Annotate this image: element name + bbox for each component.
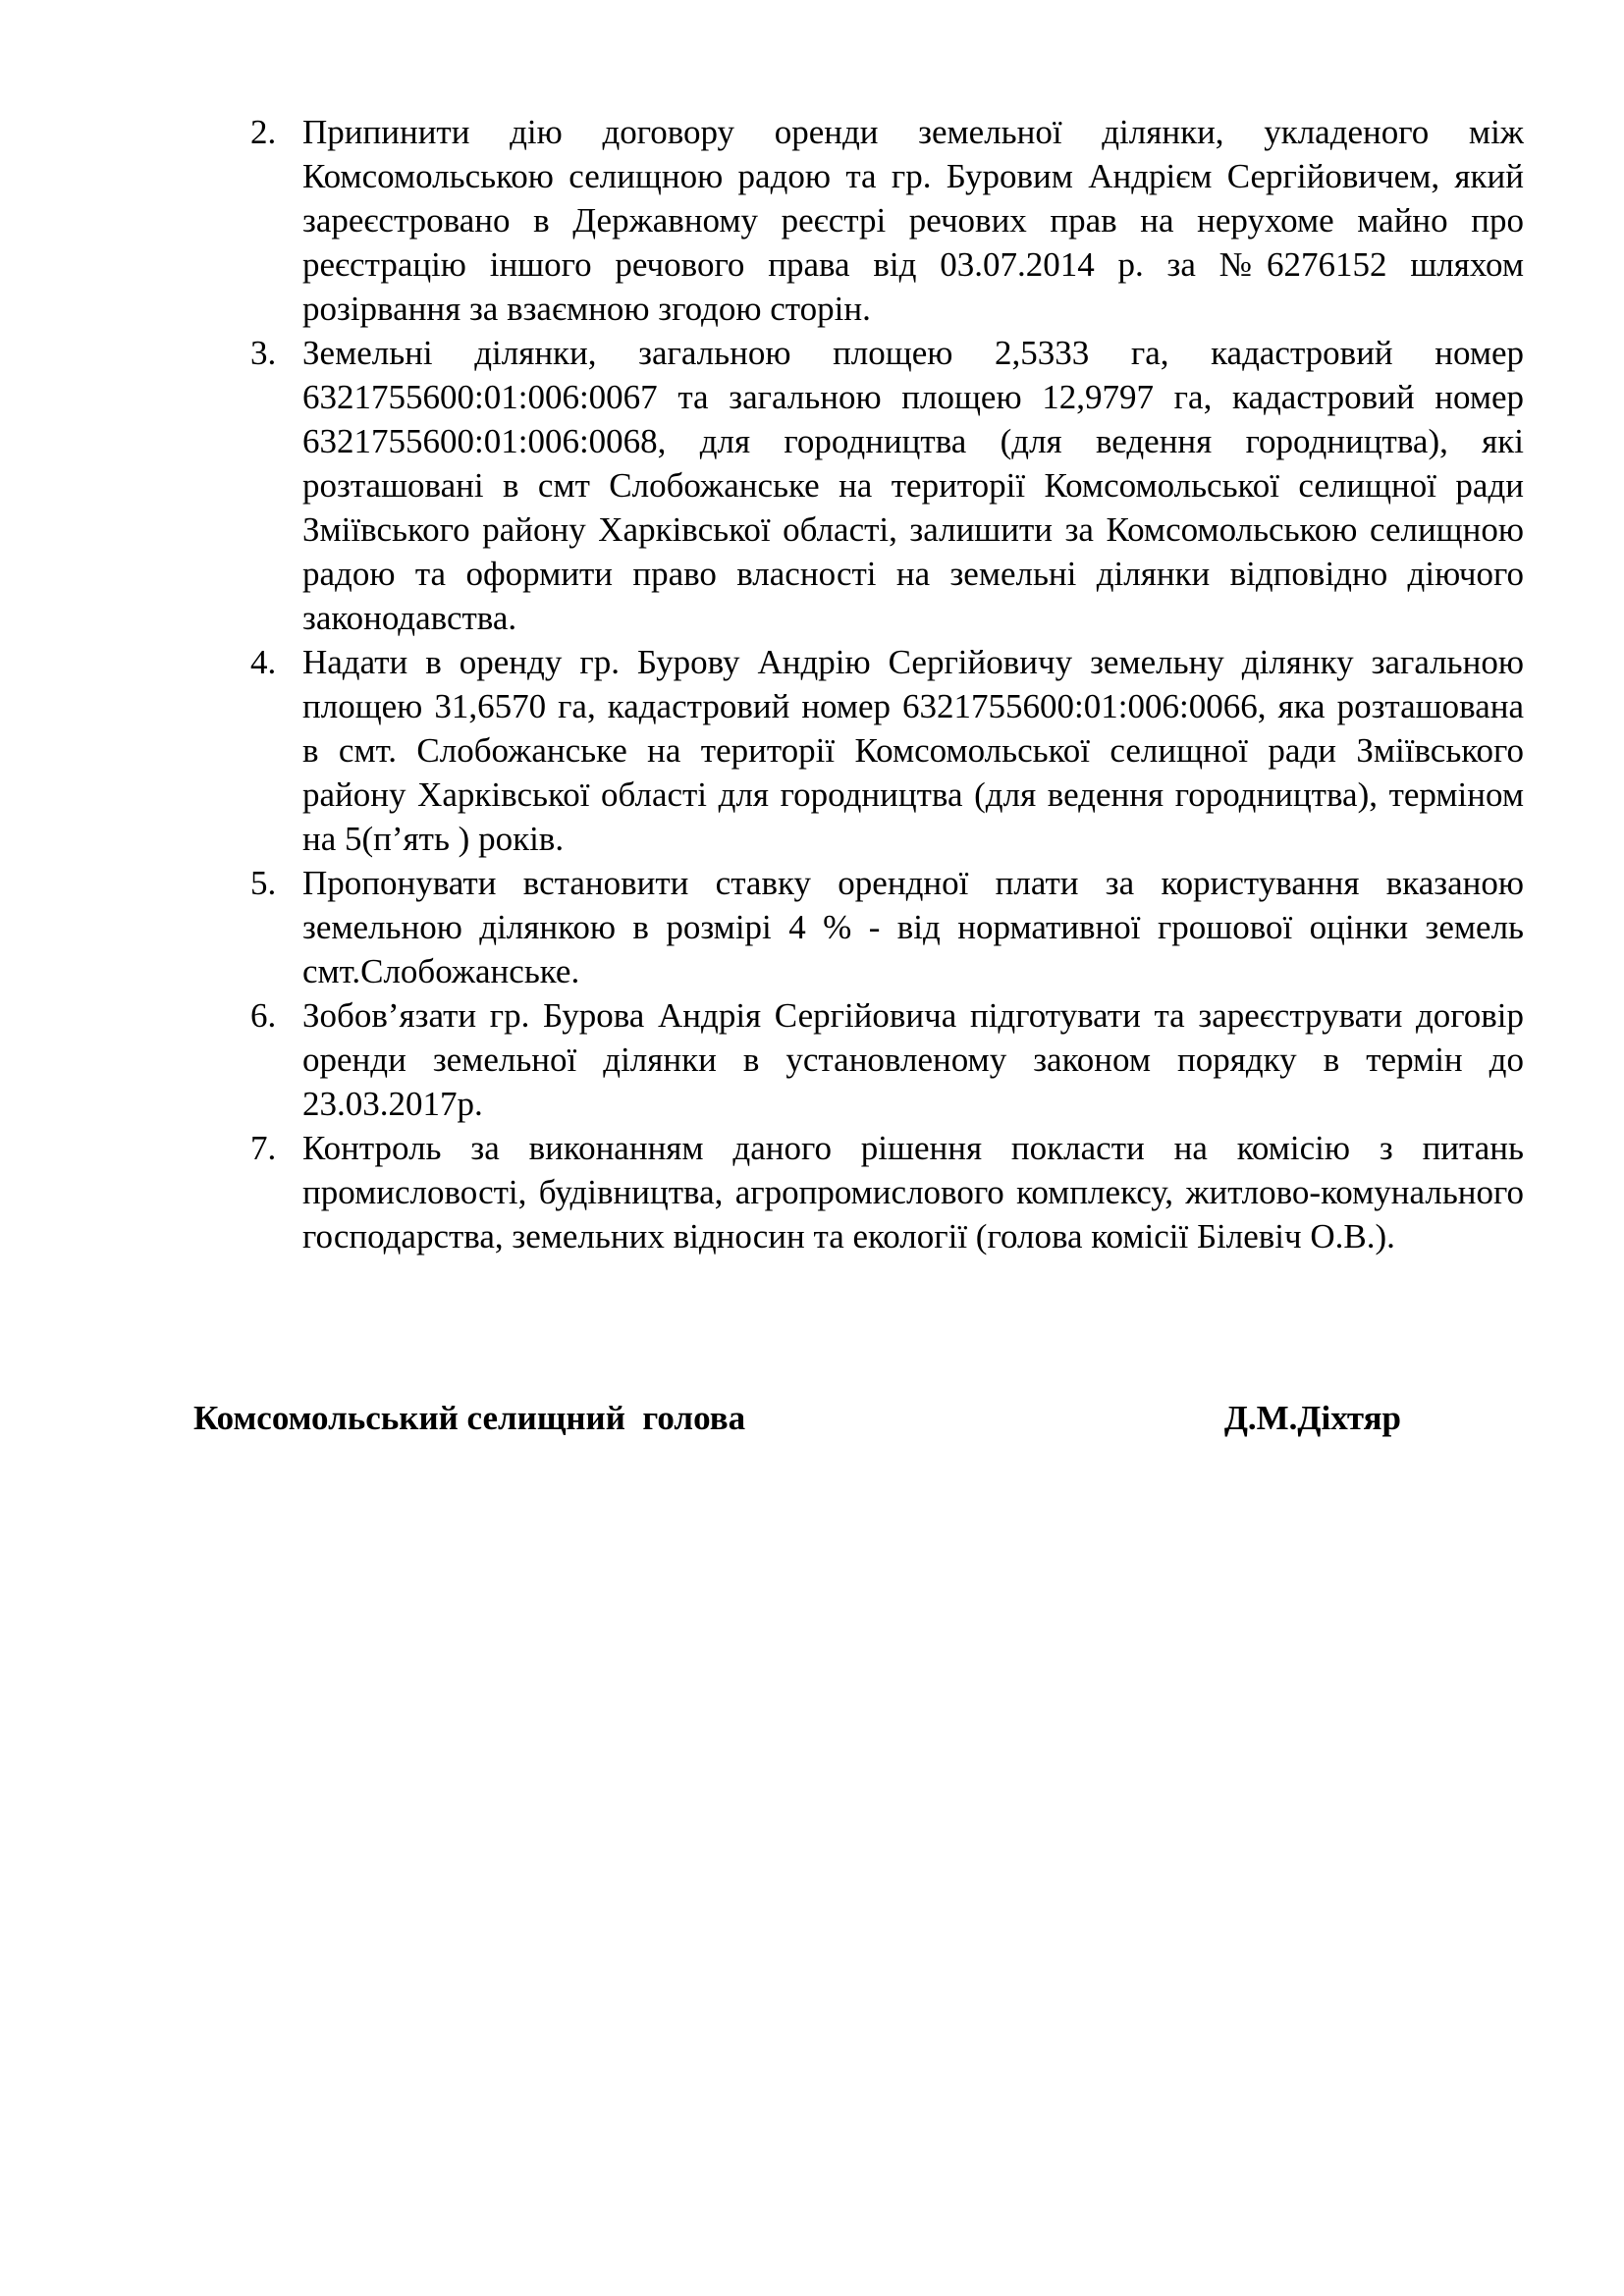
decision-item-text: Надати в оренду гр. Бурову Андрію Сергійовичу земельну ділянку загальною площею 31,6570 га, кадастровий номер 6321755600:01:006:0066, яка розташована в смт. Слобожанське на території Комсомольської селищної ради Зміївського району Харківської області для городництва (для ведення городництва), терміном на 5(п’ять ) років.: [302, 643, 1524, 858]
decision-item-number: 6.: [250, 996, 277, 1035]
decision-item-2: [250, 110, 1524, 331]
signature-block: [193, 1394, 1401, 1443]
decision-item-5: [250, 861, 1524, 993]
decision-item-number: 7.: [250, 1129, 277, 1167]
decision-item-number: 4.: [250, 643, 277, 681]
decision-item-4: [250, 640, 1524, 861]
decision-item-text: Припинити дію договору оренди земельної ділянки, укладеного між Комсомольською селищною радою та гр. Буровим Андрієм Сергійовичем, який зареєстровано в Державному реєстрі речових прав на нерухоме майно про реєстрацію іншого речового права від 03.07.2014 р. за №6276152 шляхом розірвання за взаємною згодою сторін.: [302, 113, 1524, 328]
decision-item-number: 2.: [250, 113, 277, 151]
decision-list: [250, 110, 1524, 1258]
decision-item-6: [250, 993, 1524, 1126]
decision-item-text: Зобов’язати гр. Бурова Андрія Сергійовича підготувати та зареєструвати договір оренди земельної ділянки в установленому законом порядку в термін до 23.03.2017р.: [302, 996, 1524, 1123]
decision-item-number: 3.: [250, 334, 277, 372]
decision-item-text: Пропонувати встановити ставку орендної плати за користування вказаною земельною ділянкою в розмірі 4 % - від нормативної грошової оцінки земель смт.Слобожанське.: [302, 864, 1524, 990]
signature-title: Комсомольський селищний голова: [193, 1399, 746, 1437]
decision-item-number: 5.: [250, 864, 277, 902]
signature-name: Д.М.Діхтяр: [1223, 1399, 1401, 1437]
decision-item-text: Контроль за виконанням даного рішення покласти на комісію з питань промисловості, будівництва, агропромислового комплексу, житлово-комунального господарства, земельних відносин та екології (голова комісії Білевіч О.В.).: [302, 1129, 1524, 1255]
decision-item-7: [250, 1126, 1524, 1258]
decision-item-3: [250, 331, 1524, 640]
decision-item-text: Земельні ділянки, загальною площею 2,5333 га, кадастровий номер 6321755600:01:006:0067 та загальною площею 12,9797 га, кадастровий номер 6321755600:01:006:0068, для городництва (для ведення городництва), які розташовані в смт Слобожанське на території Комсомольської селищної ради Зміївського району Харківської області, залишити за Комсомольською селищною радою та оформити право власності на земельні ділянки відповідно діючого законодавства.: [302, 334, 1524, 637]
